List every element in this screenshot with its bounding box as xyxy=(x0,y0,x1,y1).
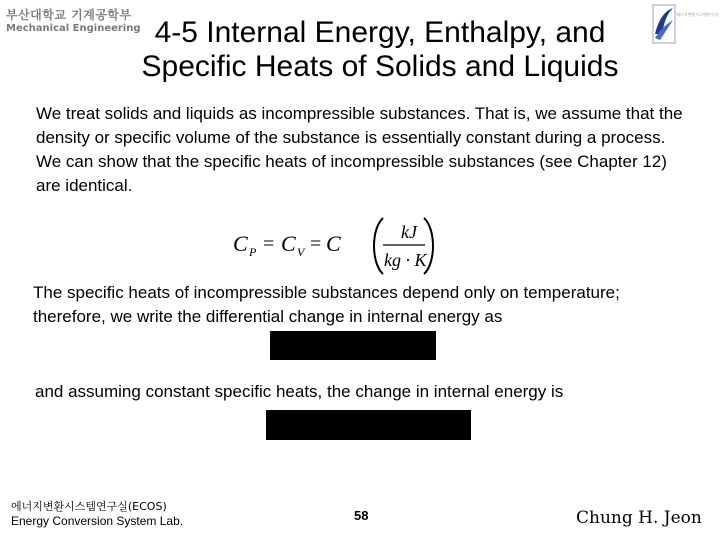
title-line-1: 4-5 Internal Energy, Enthalpy, and xyxy=(154,16,606,49)
author-name: Chung H. Jeon xyxy=(576,508,702,528)
paragraph-differential-change: The specific heats of incompressible substances depend only on temperature; therefore, we write the differential change in internal energy as xyxy=(33,283,620,326)
logo-english-text: Mechanical Engineering xyxy=(6,23,141,34)
paragraph-incompressible-intro: We treat solids and liquids as incompressible substances. That is, we assume that the density or specific volume of the substance is essentially constant during a process. We can show that the specific heats of incompressible substances (see Chapter 12) are identical. xyxy=(36,104,683,195)
title-line-2: Specific Heats of Solids and Liquids xyxy=(141,50,619,83)
footer-lab-english: Energy Conversion System Lab. xyxy=(11,514,184,528)
eq-unit-numerator: kJ xyxy=(401,222,417,242)
eq-left-paren xyxy=(374,218,383,274)
footer-lab-name xyxy=(11,499,183,529)
eq-equals-2: = xyxy=(310,233,322,255)
slide-title xyxy=(90,16,670,84)
eq-v-subscript: V xyxy=(297,245,305,259)
eq-c-symbol: C xyxy=(326,231,341,256)
specific-heat-equation xyxy=(225,215,435,277)
footer-lab-korean: 에너지변환시스템연구실(ECOS) xyxy=(11,500,167,513)
differential-internal-energy-equation xyxy=(270,331,436,360)
eq-equals-1: = xyxy=(263,233,275,255)
eq-unit-denominator: kg · K xyxy=(384,250,427,270)
page-number: 58 xyxy=(354,508,369,523)
eq-p-subscript: P xyxy=(249,245,257,259)
eq-cv-symbol: C xyxy=(281,231,296,256)
logo-korean-text: 부산대학교 기계공학부 xyxy=(6,8,132,22)
paragraph-constant-specific-heats: and assuming constant specific heats, the change in internal energy is xyxy=(35,382,564,401)
eq-cp-symbol: C xyxy=(233,231,248,256)
internal-energy-change-equation xyxy=(266,410,471,440)
lab-logo-text: 에너지변환시스템연구실 xyxy=(676,12,719,17)
